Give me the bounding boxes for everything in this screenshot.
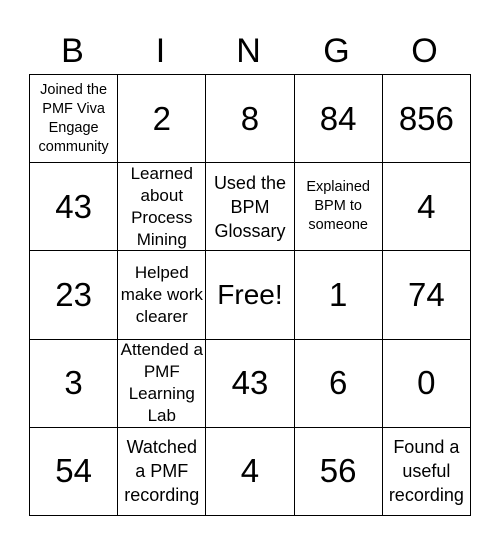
- header-letter-n: N: [236, 32, 262, 70]
- header-letter-o: O: [411, 32, 439, 70]
- bingo-cell-r4-c2[interactable]: Attended a PMF Learning Lab: [118, 340, 206, 428]
- bingo-cell-r1-c3[interactable]: 8: [206, 75, 294, 163]
- bingo-header: [29, 28, 471, 74]
- bingo-cell-r1-c2[interactable]: 2: [118, 75, 206, 163]
- bingo-cell-r3-c2[interactable]: Helped make work clearer: [118, 251, 206, 339]
- bingo-cell-r4-c3[interactable]: 43: [206, 340, 294, 428]
- bingo-cell-r4-c4[interactable]: 6: [295, 340, 383, 428]
- bingo-cell-r4-c5[interactable]: 0: [383, 340, 471, 428]
- bingo-cell-r1-c4[interactable]: 84: [295, 75, 383, 163]
- bingo-cell-r3-c4[interactable]: 1: [295, 251, 383, 339]
- bingo-cell-r5-c1[interactable]: 54: [30, 428, 118, 516]
- bingo-cell-r2-c2[interactable]: Learned about Process Mining: [118, 163, 206, 251]
- bingo-cell-r5-c4[interactable]: 56: [295, 428, 383, 516]
- bingo-cell-r2-c5[interactable]: 4: [383, 163, 471, 251]
- bingo-cell-r5-c3[interactable]: 4: [206, 428, 294, 516]
- free-space-cell[interactable]: Free!: [206, 251, 294, 339]
- bingo-cell-r4-c1[interactable]: 3: [30, 340, 118, 428]
- header-letter-b: B: [61, 32, 85, 70]
- bingo-cell-r3-c5[interactable]: 74: [383, 251, 471, 339]
- bingo-cell-r2-c1[interactable]: 43: [30, 163, 118, 251]
- bingo-grid: [29, 74, 471, 516]
- header-letter-g: G: [323, 32, 351, 70]
- bingo-cell-r2-c3[interactable]: Used the BPM Glossary: [206, 163, 294, 251]
- bingo-cell-r1-c5[interactable]: 856: [383, 75, 471, 163]
- header-letter-i: I: [155, 32, 167, 70]
- bingo-cell-r2-c4[interactable]: Explained BPM to someone: [295, 163, 383, 251]
- bingo-cell-r3-c1[interactable]: 23: [30, 251, 118, 339]
- bingo-cell-r5-c5[interactable]: Found a useful recording: [383, 428, 471, 516]
- bingo-cell-r5-c2[interactable]: Watched a PMF recording: [118, 428, 206, 516]
- bingo-cell-r1-c1[interactable]: Joined the PMF Viva Engage community: [30, 75, 118, 163]
